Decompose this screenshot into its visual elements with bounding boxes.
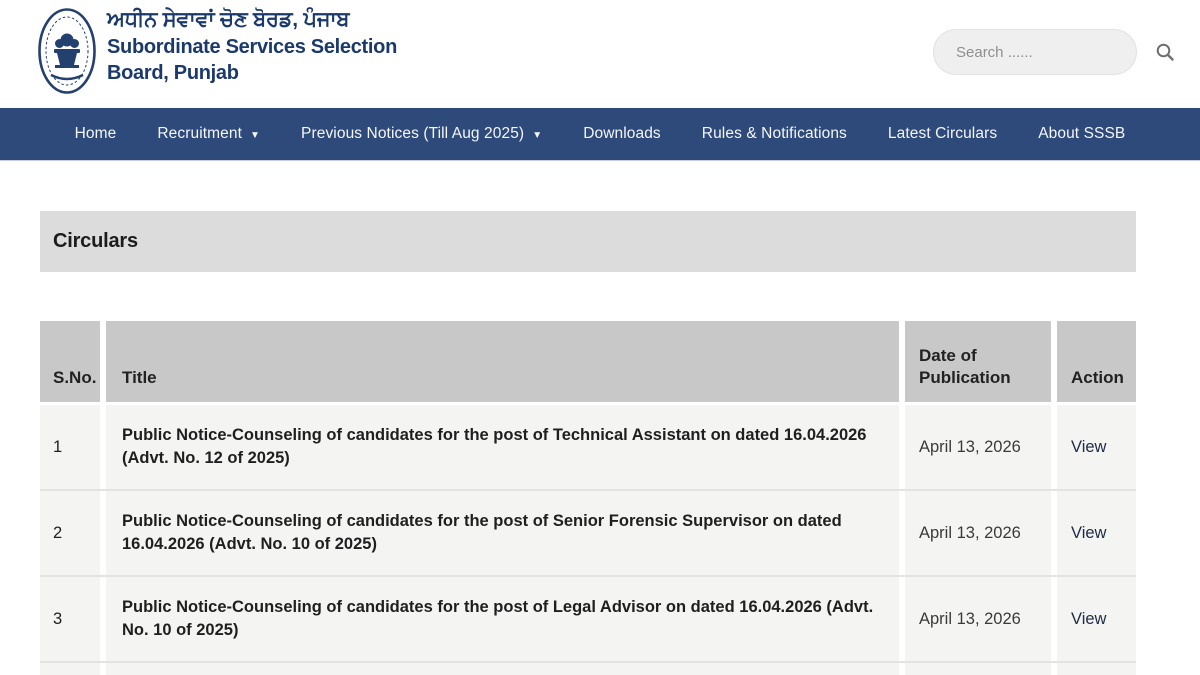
circulars-table — [40, 321, 1136, 675]
row-title: Public Notice-Counseling of candidates for the post of Senior Forensic Supervisor on dated 16.04.2026 (Advt. No. 10 of 2025) — [106, 491, 905, 575]
main-navbar — [0, 108, 1200, 161]
table-row-partial — [40, 663, 1136, 675]
site-header — [0, 0, 1200, 108]
table-row — [40, 577, 1136, 663]
view-link[interactable]: View — [1071, 523, 1107, 542]
row-title: Public Notice-Counseling of candidates for the post of Technical Assistant on dated 16.04.2026 (Advt. No. 12 of 2025) — [106, 405, 905, 489]
page-title: Circulars — [53, 230, 138, 252]
row-date: April 13, 2026 — [905, 405, 1057, 489]
row-sno: 2 — [40, 491, 106, 575]
col-header-sno: S.No. — [40, 321, 106, 402]
col-header-title: Title — [106, 321, 905, 402]
row-date: April 13, 2026 — [905, 577, 1057, 661]
chevron-down-icon: ▼ — [250, 129, 261, 141]
site-title — [107, 6, 467, 86]
table-header-row — [40, 321, 1136, 405]
row-date: April 13, 2026 — [905, 491, 1057, 575]
view-link[interactable]: View — [1071, 437, 1107, 456]
nav-item-downloads[interactable]: Downloads — [583, 125, 661, 142]
emblem-of-india-logo — [37, 7, 97, 95]
row-sno: 3 — [40, 577, 106, 661]
table-row — [40, 491, 1136, 577]
nav-item-recruitment[interactable]: Recruitment ▼ — [157, 125, 261, 142]
search-box — [933, 29, 1137, 75]
search-button[interactable] — [1155, 30, 1175, 74]
section-heading-bar — [40, 211, 1136, 272]
site-title-punjabi: ਅਧੀਨ ਸੇਵਾਵਾਂ ਚੋਣ ਬੋਰਡ, ਪੰਜਾਬ — [107, 8, 350, 31]
search-input[interactable] — [934, 44, 1155, 61]
search-icon — [1155, 42, 1175, 62]
nav-item-home[interactable]: Home — [74, 125, 117, 142]
nav-item-about-sssb[interactable]: About SSSB — [1038, 125, 1126, 142]
col-header-date: Date of Publication — [905, 321, 1057, 402]
nav-item-latest-circulars[interactable]: Latest Circulars — [887, 125, 998, 142]
row-sno: 1 — [40, 405, 106, 489]
chevron-down-icon: ▼ — [532, 129, 543, 141]
table-body — [40, 405, 1136, 663]
site-title-english: Subordinate Services Selection Board, Punjab — [107, 36, 397, 84]
nav-item-previous-notices-till-aug-2025[interactable]: Previous Notices (Till Aug 2025) ▼ — [301, 125, 543, 142]
row-title: Public Notice-Counseling of candidates for the post of Legal Advisor on dated 16.04.2026 (Advt. No. 10 of 2025) — [106, 577, 905, 661]
col-header-action: Action — [1057, 321, 1136, 402]
nav-item-rules-notifications[interactable]: Rules & Notifications — [701, 125, 847, 142]
view-link[interactable]: View — [1071, 609, 1107, 628]
table-row — [40, 405, 1136, 491]
